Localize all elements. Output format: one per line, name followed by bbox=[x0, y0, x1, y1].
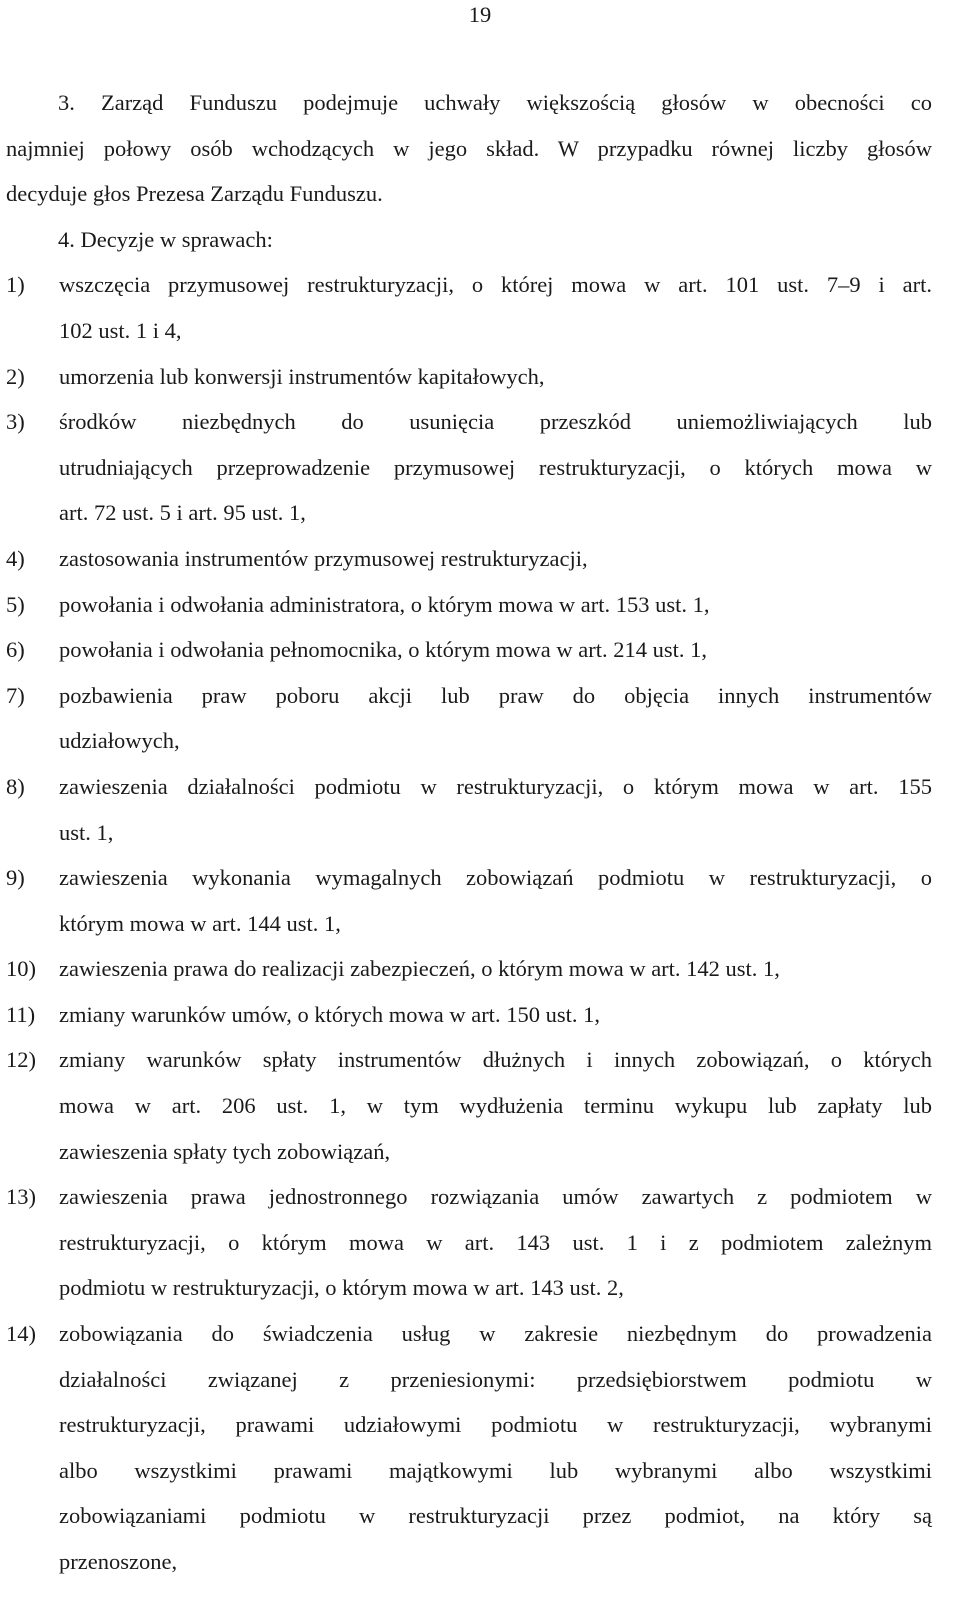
page-number: 19 bbox=[468, 2, 492, 27]
list-item-line: 102 ust. 1 i 4, bbox=[59, 317, 182, 343]
list-item-number: 5) bbox=[6, 591, 25, 617]
list-item bbox=[6, 764, 932, 855]
list-item-line: środków niezbędnych do usunięcia przeszkód uniemożliwiających lub bbox=[59, 409, 932, 435]
list-item-text bbox=[59, 855, 932, 946]
list-item bbox=[6, 536, 932, 582]
list-item-line: ust. 1, bbox=[59, 819, 114, 845]
list-item-line: wszczęcia przymusowej restrukturyzacji, o której mowa w art. 101 ust. 7–9 i art. bbox=[59, 272, 932, 298]
list-item-line: pozbawienia praw poboru akcji lub praw do objęcia innych instrumentów bbox=[59, 682, 932, 708]
list-item-number: 3) bbox=[6, 409, 25, 435]
list-item-text bbox=[59, 582, 932, 628]
paragraph-3 bbox=[6, 80, 932, 217]
list-item-line: umorzenia lub konwersji instrumentów kapitałowych, bbox=[59, 363, 545, 389]
list-item-number: 14) bbox=[6, 1321, 36, 1347]
paragraph-line: decyduje głos Prezesa Zarządu Funduszu. bbox=[6, 181, 383, 207]
list-item-line: zmiany warunków spłaty instrumentów dłużnych i innych zobowiązań, o których bbox=[59, 1047, 932, 1073]
list-item-line: mowa w art. 206 ust. 1, w tym wydłużenia terminu wykupu lub zapłaty lub bbox=[59, 1093, 932, 1119]
paragraph-4-intro: 4. Decyzje w sprawach: bbox=[58, 226, 273, 252]
list-item bbox=[6, 1311, 932, 1585]
list-item-text bbox=[59, 764, 932, 855]
list-item bbox=[6, 1174, 932, 1311]
list-item-number: 8) bbox=[6, 773, 25, 799]
list-item-line: zawieszenia spłaty tych zobowiązań, bbox=[59, 1138, 391, 1164]
list-item-line: przenoszone, bbox=[59, 1549, 178, 1574]
list-item bbox=[6, 673, 932, 764]
list-item-text bbox=[59, 627, 932, 673]
list-item-line: restrukturyzacji, prawami udziałowymi podmiotu w restrukturyzacji, wybranymi bbox=[59, 1412, 932, 1438]
decision-list bbox=[6, 262, 932, 1584]
list-item-line: którym mowa w art. 144 ust. 1, bbox=[59, 910, 341, 936]
list-item bbox=[6, 627, 932, 673]
list-item-line: zawieszenia prawa do realizacji zabezpieczeń, o którym mowa w art. 142 ust. 1, bbox=[59, 956, 780, 982]
list-item-line: zmiany warunków umów, o których mowa w art. 150 ust. 1, bbox=[59, 1001, 600, 1027]
list-item-line: art. 72 ust. 5 i art. 95 ust. 1, bbox=[59, 500, 306, 526]
list-item-line: utrudniających przeprowadzenie przymusowej restrukturyzacji, o których mowa w bbox=[59, 454, 932, 480]
list-item bbox=[6, 582, 932, 628]
list-item-text bbox=[59, 946, 932, 992]
list-item-number: 4) bbox=[6, 545, 25, 571]
list-item-text bbox=[59, 1311, 932, 1585]
list-item-text bbox=[59, 673, 932, 764]
list-item bbox=[6, 262, 932, 353]
list-item bbox=[6, 1037, 932, 1174]
list-item bbox=[6, 354, 932, 400]
document-body bbox=[6, 80, 932, 1585]
list-item-number: 6) bbox=[6, 637, 25, 663]
list-item-text bbox=[59, 399, 932, 536]
list-item-number: 7) bbox=[6, 682, 25, 708]
list-item-number: 11) bbox=[6, 1001, 36, 1027]
list-item-number: 2) bbox=[6, 363, 25, 389]
list-item-line: zawieszenia działalności podmiotu w restrukturyzacji, o którym mowa w art. 155 bbox=[59, 773, 932, 799]
list-item bbox=[6, 399, 932, 536]
list-item-line: zawieszenia wykonania wymagalnych zobowiązań podmiotu w restrukturyzacji, o bbox=[59, 865, 932, 891]
list-item-line: zobowiązaniami podmiotu w restrukturyzacji przez podmiot, na który są bbox=[59, 1503, 932, 1529]
list-item-text bbox=[59, 536, 932, 582]
list-item-text bbox=[59, 992, 932, 1038]
list-item-number: 12) bbox=[6, 1047, 36, 1073]
list-item-line: zawieszenia prawa jednostronnego rozwiązania umów zawartych z podmiotem w bbox=[59, 1184, 932, 1210]
list-item-number: 13) bbox=[6, 1184, 36, 1210]
list-item bbox=[6, 992, 932, 1038]
list-item-text bbox=[59, 354, 932, 400]
list-item-text bbox=[59, 1037, 932, 1174]
list-item bbox=[6, 855, 932, 946]
list-item-line: udziałowych, bbox=[59, 728, 180, 754]
list-item-line: działalności związanej z przeniesionymi: przedsiębiorstwem podmiotu w bbox=[59, 1366, 932, 1392]
list-item-text bbox=[59, 1174, 932, 1311]
list-item-line: restrukturyzacji, o którym mowa w art. 143 ust. 1 i z podmiotem zależnym bbox=[59, 1229, 932, 1255]
list-item-line: powołania i odwołania pełnomocnika, o którym mowa w art. 214 ust. 1, bbox=[59, 637, 708, 663]
list-item-number: 1) bbox=[6, 272, 25, 298]
list-item-line: powołania i odwołania administratora, o którym mowa w art. 153 ust. 1, bbox=[59, 591, 710, 617]
list-item-number: 9) bbox=[6, 865, 25, 891]
list-item-text bbox=[59, 262, 932, 353]
list-item-line: podmiotu w restrukturyzacji, o którym mowa w art. 143 ust. 2, bbox=[59, 1275, 624, 1301]
list-item-number: 10) bbox=[6, 956, 36, 982]
paragraph-line: najmniej połowy osób wchodzących w jego skład. W przypadku równej liczby głosów bbox=[6, 135, 932, 161]
paragraph-line: 3. Zarząd Funduszu podejmuje uchwały większością głosów w obecności co bbox=[58, 90, 932, 115]
list-item bbox=[6, 946, 932, 992]
list-item-line: zobowiązania do świadczenia usług w zakresie niezbędnym do prowadzenia bbox=[59, 1321, 932, 1347]
list-item-line: zastosowania instrumentów przymusowej restrukturyzacji, bbox=[59, 545, 588, 571]
list-item-line: albo wszystkimi prawami majątkowymi lub wybranymi albo wszystkimi bbox=[59, 1457, 932, 1483]
